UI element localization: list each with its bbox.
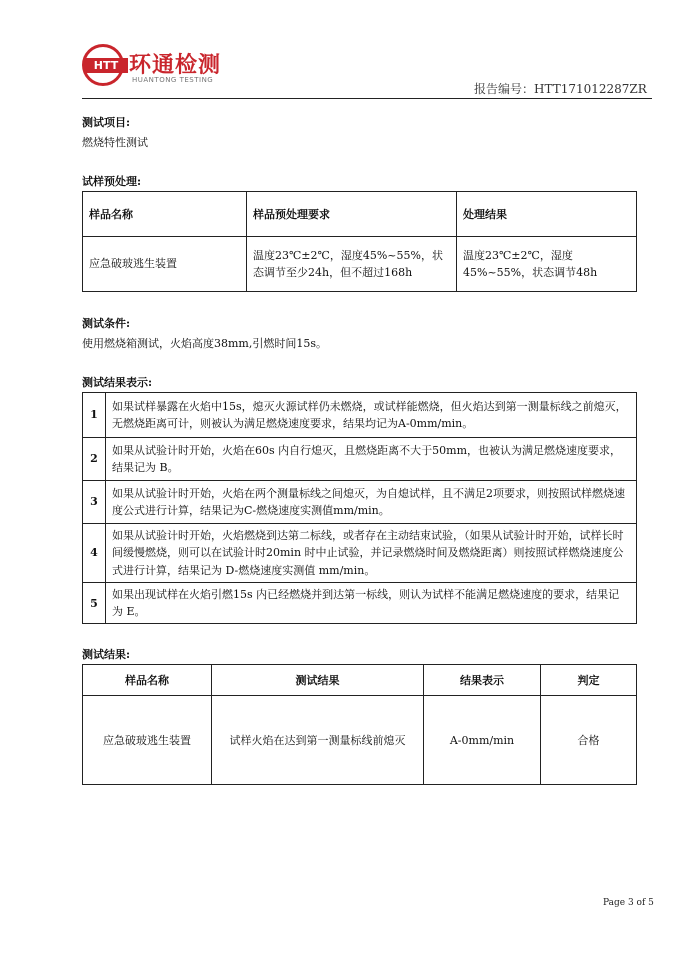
table-row [83,393,637,438]
test-item-heading: 测试项目: [82,116,131,129]
column-header: 判定 [541,665,637,696]
row-text: 如果从试验计时开始，火焰在60s 内自行熄灭，且燃烧距离不大于50mm，也被认为满足燃烧速度要求，结果记为 B。 [106,438,637,481]
pretreatment-heading: 试样预处理: [82,175,142,188]
row-number: 5 [83,583,106,624]
table-row [83,583,637,624]
logo-chinese-name: 环通检测 [129,53,222,78]
company-logo [82,44,252,94]
test-result-cell: 试样火焰在达到第一测量标线前熄灭 [212,696,424,785]
header-divider [82,98,652,99]
requirement-cell: 温度23℃±2℃，湿度45%~55%，状态调节至少24h，但不超过168h [247,237,457,292]
table-header-row [83,192,637,237]
column-header: 结果表示 [424,665,541,696]
sample-name-cell: 应急破玻逃生装置 [83,696,212,785]
row-number: 3 [83,481,106,524]
pretreatment-table [82,191,637,292]
sample-name-cell: 应急破玻逃生装置 [83,237,247,292]
test-item-value: 燃烧特性测试 [82,136,148,149]
table-row [83,696,637,785]
column-header: 样品名称 [83,192,247,237]
page-number: Page 3 of 5 [603,898,654,908]
result-expression-heading: 测试结果表示: [82,376,153,389]
row-number: 1 [83,393,106,438]
results-table [82,664,637,785]
column-header: 测试结果 [212,665,424,696]
table-row [83,438,637,481]
conditions-value: 使用燃烧箱测试，火焰高度38mm,引燃时间15s。 [82,337,327,350]
table-row [83,524,637,583]
column-header: 样品名称 [83,665,212,696]
conditions-heading: 测试条件: [82,317,131,330]
table-header-row [83,665,637,696]
result-cell: 温度23℃±2℃，湿度45%~55%，状态调节48h [457,237,637,292]
table-row [83,237,637,292]
row-number: 4 [83,524,106,583]
result-expression-table [82,392,637,624]
expression-cell: A-0mm/min [424,696,541,785]
verdict-cell: 合格 [541,696,637,785]
column-header: 处理结果 [457,192,637,237]
row-text: 如果试样暴露在火焰中15s，熄灭火源试样仍未燃烧，或试样能燃烧，但火焰达到第一测量标线之前熄灭，无燃烧距离可计，则被认为满足燃烧速度要求，结果均记为A-0mm/min。 [106,393,637,438]
logo-abbr: HTT [84,58,128,73]
column-header: 样品预处理要求 [247,192,457,237]
report-number: 报告编号：HTT171012287ZR [474,82,647,96]
row-text: 如果从试验计时开始，火焰燃烧到达第二标线，或者存在主动结束试验，（如果从试验计时开始，试样长时间缓慢燃烧，则可以在试验计时20min 时中止试验，并记录燃烧时间及燃烧距离）则按照试样燃烧速度公式进行计算，结果记为 D-燃烧速度实测值 mm/min。 [106,524,637,583]
row-text: 如果从试验计时开始，火焰在两个测量标线之间熄灭，为自熄试样，且不满足2项要求，则按照试样燃烧速度公式进行计算，结果记为C-燃烧速度实测值mm/min。 [106,481,637,524]
results-heading: 测试结果: [82,648,131,661]
table-row [83,481,637,524]
row-text: 如果出现试样在火焰引燃15s 内已经燃烧并到达第一标线，则认为试样不能满足燃烧速度的要求，结果记为 E。 [106,583,637,624]
logo-english-name: HUANTONG TESTING [132,76,214,84]
row-number: 2 [83,438,106,481]
